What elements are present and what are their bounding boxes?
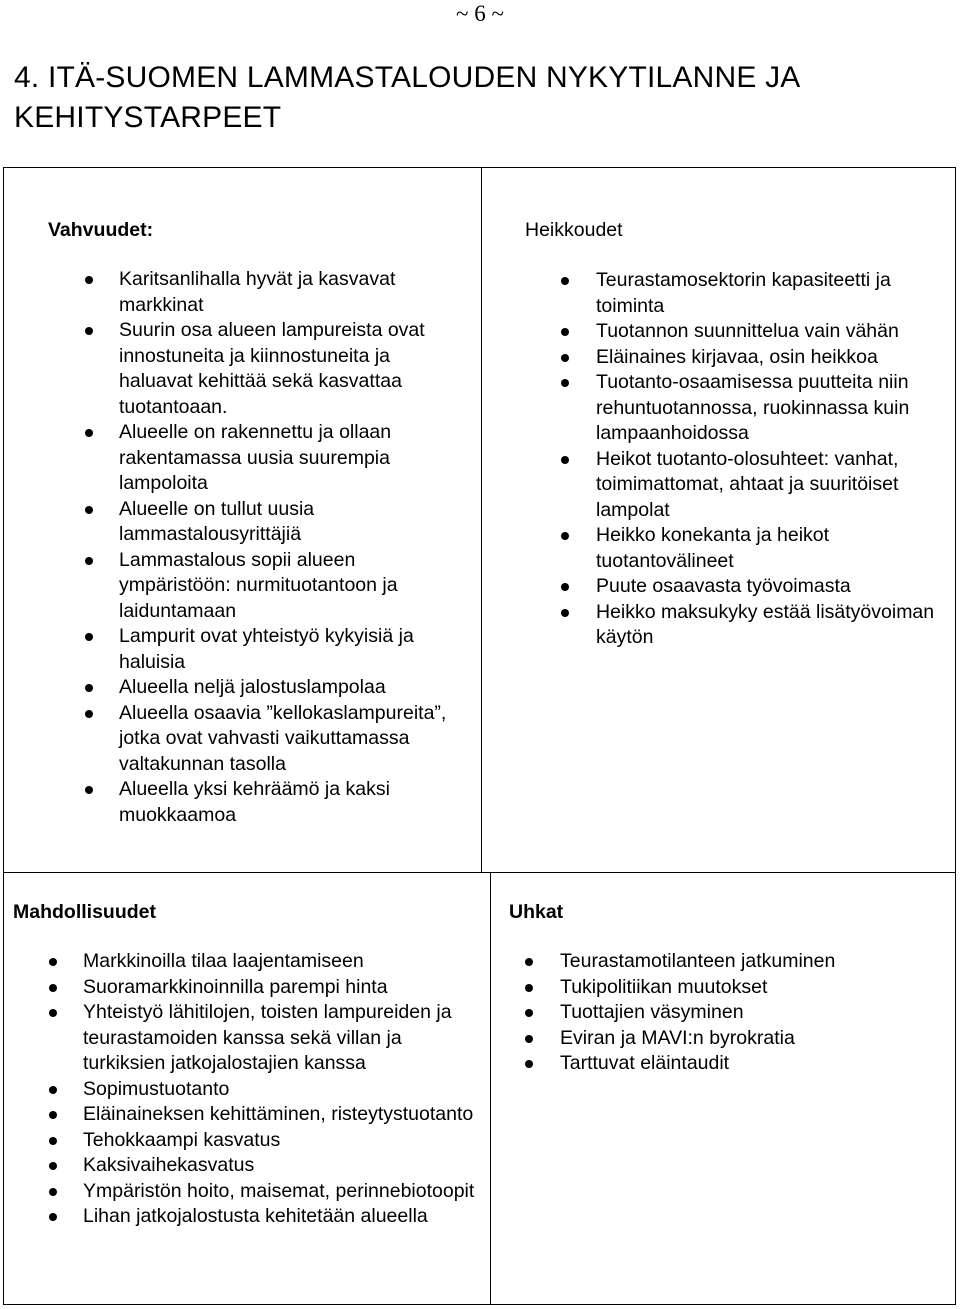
list-item-text: Eviran ja MAVI:n byrokratia [560, 1026, 795, 1049]
bullet-icon [49, 984, 57, 992]
list-item [560, 975, 940, 1001]
bullet-icon [525, 984, 533, 992]
threats-title: Uhkat [509, 901, 564, 923]
bullet-icon [525, 1009, 533, 1017]
list-item [83, 1128, 483, 1154]
list-item [560, 949, 940, 975]
list-item-text: Suurin osa alueen lampureista ovat innostuneita ja kiinnostuneita ja haluavat kehittää sekä kasvattaa tuotantoaan. [119, 319, 425, 418]
bullet-icon [525, 958, 533, 966]
bullet-icon [561, 379, 569, 387]
bullet-icon [49, 1188, 57, 1196]
list-item [83, 1077, 483, 1103]
list-item-text: Lammastalous sopii alueen ympäristöön: nurmituotantoon ja laiduntamaan [119, 548, 398, 622]
bullet-icon [49, 1162, 57, 1170]
list-item [596, 345, 950, 371]
list-item-text: Kaksivaihekasvatus [83, 1154, 255, 1176]
opportunities-title: Mahdollisuudet [13, 901, 156, 923]
list-item [596, 370, 950, 447]
list-item-text: Teurastamosektorin kapasiteetti ja toiminta [596, 269, 891, 317]
list-item [83, 1179, 483, 1205]
list-item-text: Alueelle on rakennettu ja ollaan rakentamassa uusia suurempia lampoloita [119, 421, 392, 494]
strengths-title: Vahvuudet: [48, 219, 154, 241]
bullet-icon [85, 786, 93, 794]
list-item [83, 1000, 483, 1077]
list-item-text: Sopimustuotanto [83, 1077, 230, 1100]
list-item [560, 1051, 940, 1077]
row-divider [4, 872, 955, 873]
list-item-text: Heikko maksukyky estää lisätyövoiman käytön [596, 600, 935, 648]
list-item [596, 447, 950, 524]
bullet-icon [49, 1009, 57, 1017]
weaknesses-cell [525, 218, 950, 651]
bullet-icon [525, 1035, 533, 1043]
list-item [596, 319, 950, 345]
bullet-icon [85, 276, 93, 284]
list-item [596, 574, 950, 600]
list-item-text: Alueelle on tullut uusia lammastalousyrittäjiä [119, 497, 315, 545]
list-item-text: Tukipolitiikan muutokset [560, 975, 768, 998]
bullet-icon [49, 958, 57, 966]
list-item [83, 949, 483, 975]
bullet-icon [561, 583, 569, 591]
list-item-text: Heikko konekanta ja heikot tuotantovälineet [596, 524, 830, 572]
threats-list [509, 949, 949, 1077]
list-item [119, 267, 468, 318]
strengths-list [48, 267, 468, 828]
weaknesses-list [525, 268, 950, 651]
bullet-icon [561, 532, 569, 540]
bullet-icon [525, 1060, 533, 1068]
list-item [119, 420, 468, 497]
strengths-cell [48, 218, 468, 828]
list-item-text: Suoramarkkinoinnilla parempi hinta [83, 975, 388, 998]
top-column-divider [481, 168, 482, 872]
list-item [83, 1102, 483, 1128]
bullet-icon [85, 710, 93, 718]
threats-cell [509, 900, 949, 1077]
opportunities-cell [13, 900, 488, 1230]
list-item-text: Tarttuvat eläintaudit [560, 1052, 730, 1074]
list-item [560, 1000, 940, 1026]
list-item-text: Teurastamotilanteen jatkuminen [560, 950, 836, 972]
list-item-text: Eläinaines kirjavaa, osin heikkoa [596, 345, 878, 368]
list-item [119, 701, 468, 778]
list-item-text: Yhteistyö lähitilojen, toisten lampureiden ja teurastamoiden kanssa sekä villan ja turkiksien jatkojalostajien kanssa [83, 1001, 452, 1074]
list-item-text: Ympäristön hoito, maisemat, perinnebiotoopit [83, 1179, 475, 1202]
bullet-icon [561, 354, 569, 362]
list-item [83, 975, 483, 1001]
bullet-icon [85, 557, 93, 565]
list-item-text: Lihan jatkojalostusta kehitetään alueella [83, 1205, 428, 1227]
bullet-icon [49, 1086, 57, 1094]
list-item-text: Lampurit ovat yhteistyö kykyisiä ja haluisia [119, 625, 414, 673]
bullet-icon [85, 429, 93, 437]
list-item [596, 600, 950, 651]
list-item-text: Eläinaineksen kehittäminen, risteytystuotanto [83, 1103, 474, 1125]
swot-table [3, 167, 956, 1305]
bullet-icon [85, 327, 93, 335]
list-item-text: Heikot tuotanto-olosuhteet: vanhat, toimimattomat, ahtaat ja suuritöiset lampolat [596, 447, 899, 521]
list-item [83, 1153, 483, 1179]
section-heading: 4. ITÄ-SUOMEN LAMMASTALOUDEN NYKYTILANNE JA KEHITYSTARPEET [14, 61, 799, 134]
bullet-icon [85, 684, 93, 692]
bullet-icon [561, 328, 569, 336]
list-item-text: Alueella osaavia ”kellokaslampureita”, jotka ovat vahvasti vaikuttamassa valtakunnan tasolla [119, 701, 447, 775]
page-number: ~ 6 ~ [456, 1, 504, 26]
list-item [119, 777, 468, 828]
list-item-text: Alueella neljä jalostuslampolaa [119, 676, 386, 698]
list-item-text: Markkinoilla tilaa laajentamiseen [83, 950, 364, 972]
bullet-icon [49, 1111, 57, 1119]
bullet-icon [49, 1213, 57, 1221]
bullet-icon [561, 456, 569, 464]
list-item [596, 268, 950, 319]
list-item-text: Alueella yksi kehräämö ja kaksi muokkaamoa [119, 778, 390, 826]
list-item [119, 497, 468, 548]
list-item-text: Karitsanlihalla hyvät ja kasvavat markkinat [119, 268, 396, 316]
bottom-column-divider [490, 872, 491, 1304]
list-item [119, 624, 468, 675]
list-item-text: Tuottajien väsyminen [560, 1001, 744, 1023]
bullet-icon [85, 633, 93, 641]
list-item [560, 1026, 940, 1052]
list-item-text: Tuotannon suunnittelua vain vähän [596, 320, 899, 342]
bullet-icon [561, 277, 569, 285]
list-item-text: Tuotanto-osaamisessa puutteita niin rehuntuotannossa, ruokinnassa kuin lampaanhoidossa [596, 371, 910, 444]
list-item [119, 548, 468, 625]
opportunities-list [13, 949, 488, 1230]
list-item [119, 675, 468, 701]
list-item [596, 523, 950, 574]
weaknesses-title: Heikkoudet [525, 219, 623, 241]
bullet-icon [561, 609, 569, 617]
list-item-text: Puute osaavasta työvoimasta [596, 575, 851, 597]
list-item [119, 318, 468, 420]
bullet-icon [85, 506, 93, 514]
bullet-icon [49, 1137, 57, 1145]
list-item [83, 1204, 483, 1230]
list-item-text: Tehokkaampi kasvatus [83, 1128, 281, 1151]
